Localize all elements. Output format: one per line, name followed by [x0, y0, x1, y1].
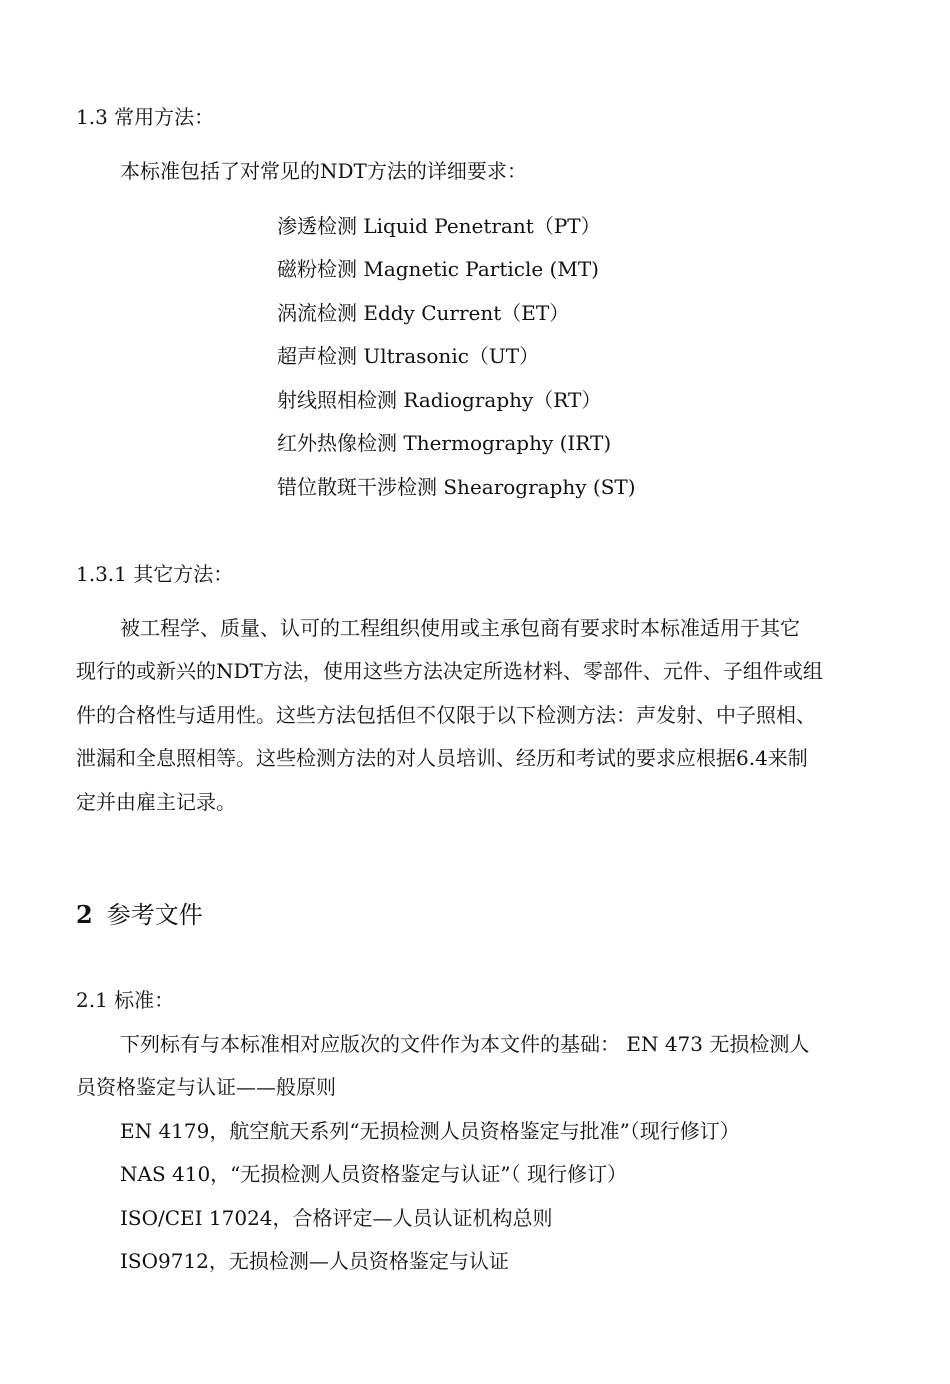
chapter-title: 参考文件: [106, 901, 203, 929]
paragraph-line: 被工程学、质量、认可的工程组织使用或主承包商有要求时本标准适用于其它: [120, 616, 800, 640]
paragraph-line: 员资格鉴定与认证——般原则: [76, 1075, 336, 1099]
reference-item: EN 4179，航空航天系列“无损检测人员资格鉴定与批准”（现行修订）: [120, 1119, 740, 1143]
method-item: 涡流检测 Eddy Current（ET）: [277, 301, 570, 325]
paragraph-line: 下列标有与本标准相对应版次的文件作为本文件的基础： EN 473 无损检测人: [120, 1032, 810, 1056]
method-item: 渗透检测 Liquid Penetrant（PT）: [277, 214, 601, 238]
method-item: 射线照相检测 Radiography（RT）: [277, 388, 602, 412]
section-2-1-heading: 2.1 标准：: [76, 988, 175, 1012]
reference-item: ISO/CEI 17024，合格评定—人员认证机构总则: [120, 1206, 553, 1230]
reference-item: ISO9712，无损检测—人员资格鉴定与认证: [120, 1249, 509, 1273]
section-1-3-heading: 1.3 常用方法：: [76, 105, 215, 129]
method-item: 错位散斑干涉检测 Shearography (ST): [277, 475, 636, 499]
section-1-3-intro: 本标准包括了对常见的NDT方法的详细要求：: [120, 159, 527, 183]
method-item: 红外热像检测 Thermography (IRT): [277, 431, 612, 455]
chapter-2-heading: [76, 900, 203, 930]
method-item: 超声检测 Ultrasonic（UT）: [277, 344, 540, 368]
reference-item: NAS 410，“无损检测人员资格鉴定与认证”（ 现行修订）: [120, 1162, 627, 1186]
paragraph-line: 件的合格性与适用性。这些方法包括但不仅限于以下检测方法：声发射、中子照相、: [76, 703, 816, 727]
paragraph-line: 定并由雇主记录。: [76, 790, 236, 814]
chapter-number: 2: [76, 900, 93, 929]
paragraph-line: 泄漏和全息照相等。这些检测方法的对人员培训、经历和考试的要求应根据6.4来制: [76, 746, 808, 770]
section-1-3-1-heading: 1.3.1 其它方法：: [76, 562, 234, 586]
paragraph-line: 现行的或新兴的NDT方法，使用这些方法决定所选材料、零部件、元件、子组件或组: [76, 659, 823, 683]
method-item: 磁粉检测 Magnetic Particle (MT): [277, 257, 599, 281]
